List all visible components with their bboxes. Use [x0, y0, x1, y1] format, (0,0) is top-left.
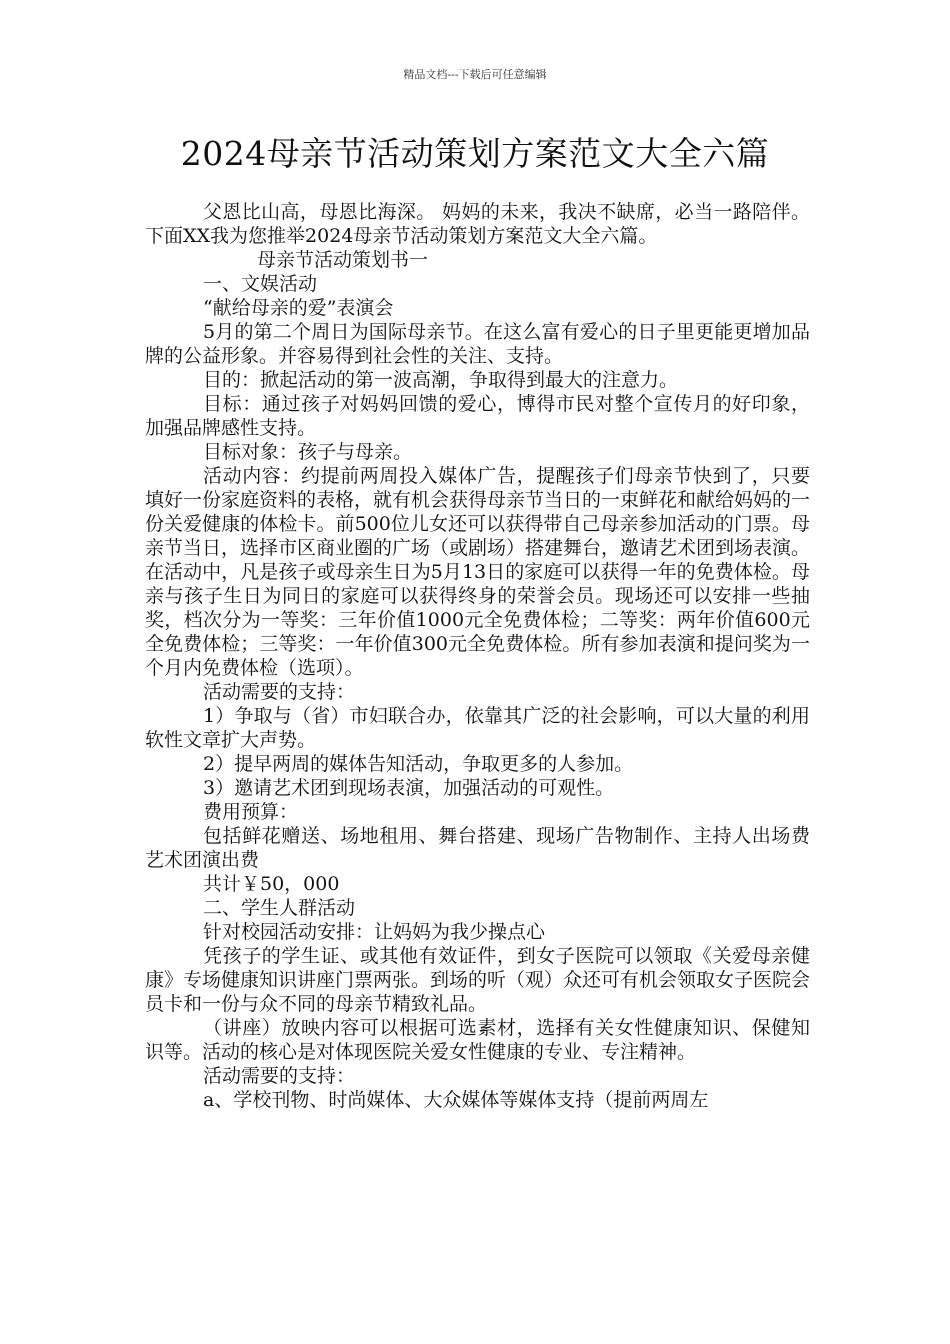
body-paragraph: 目的：掀起活动的第一波高潮，争取得到最大的注意力。: [203, 369, 679, 391]
section-heading: 母亲节活动策划书一: [257, 249, 429, 271]
body-paragraph: 目标对象：孩子与母亲。: [203, 441, 413, 463]
body-paragraph: （讲座）放映内容可以根据可选素材，选择有关女性健康知识、保健知识等。活动的核心是对体现医院关爱女性健康的专业、专注精神。: [145, 1017, 810, 1063]
body-paragraph: 费用预算：: [203, 801, 299, 823]
body-paragraph: 5月的第二个周日为国际母亲节。在这么富有爱心的日子里更能更增加品牌的公益形象。并容易得到社会性的关注、支持。: [145, 321, 810, 367]
subsection-heading: 二、学生人群活动: [203, 897, 356, 919]
document-body: [145, 200, 810, 1112]
body-paragraph: 活动需要的支持：: [203, 1065, 356, 1087]
intro-paragraph: 父恩比山高，母恩比海深。 妈妈的未来，我决不缺席，必当一路陪伴。下面XX我为您推举2024母亲节活动策划方案范文大全六篇。: [145, 201, 810, 247]
body-paragraph: 针对校园活动安排：让妈妈为我少操点心: [203, 921, 546, 943]
document-title: 2024母亲节活动策划方案范文大全六篇: [180, 134, 770, 173]
header-note: 精品文档---下载后可任意编辑: [403, 68, 547, 81]
body-paragraph: 凭孩子的学生证、或其他有效证件，到女子医院可以领取《关爱母亲健康》专场健康知识讲座门票两张。到场的听（观）众还可有机会领取女子医院会员卡和一份与众不同的母亲节精致礼品。: [145, 945, 811, 1015]
list-item: 3）邀请艺术团到现场表演，加强活动的可观性。: [203, 777, 615, 799]
body-paragraph: 共计￥50，000: [203, 873, 340, 895]
list-item: 2）提早两周的媒体告知活动，争取更多的人参加。: [203, 753, 634, 775]
activity-title: “献给母亲的爱”表演会: [203, 297, 394, 319]
subsection-heading: 一、文娱活动: [203, 273, 318, 295]
list-item: a、学校刊物、时尚媒体、大众媒体等媒体支持（提前两周左: [203, 1089, 709, 1111]
body-paragraph: 目标：通过孩子对妈妈回馈的爱心，博得市民对整个宣传月的好印象，加强品牌感性支持。: [145, 393, 810, 439]
body-paragraph: 活动需要的支持：: [203, 681, 356, 703]
list-item: 1）争取与（省）市妇联合办，依靠其广泛的社会影响，可以大量的利用软性文章扩大声势。: [145, 705, 810, 751]
body-paragraph: 包括鲜花赠送、场地租用、舞台搭建、现场广告物制作、主持人出场费艺术团演出费: [145, 825, 810, 871]
body-paragraph: 活动内容：约提前两周投入媒体广告，提醒孩子们母亲节快到了，只要填好一份家庭资料的表格，就有机会获得母亲节当日的一束鲜花和献给妈妈的一份关爱健康的体检卡。前500位儿女还可以获得带自己母亲参加活动的门票。母亲节当日，选择市区商业圈的广场（或剧场）搭建舞台，邀请艺术团到场表演。在活动中，凡是孩子或母亲生日为5月13日的家庭可以获得一年的免费体检。母亲与孩子生日为同日的家庭可以获得终身的荣誉会员。现场还可以安排一些抽奖，档次分为一等奖：三年价值1000元全免费体检；二等奖：两年价值600元全免费体检；三等奖：一年价值300元全免费体检。所有参加表演和提问奖为一个月内免费体检（选项）。: [145, 465, 811, 679]
